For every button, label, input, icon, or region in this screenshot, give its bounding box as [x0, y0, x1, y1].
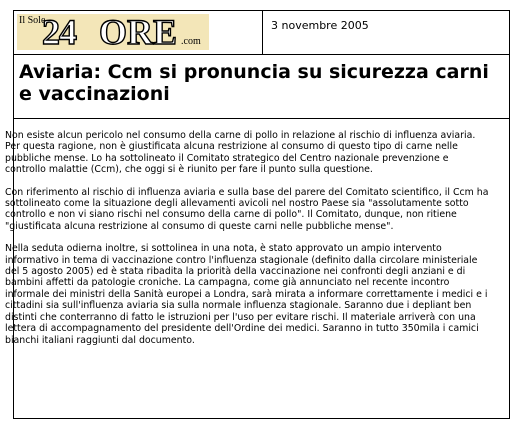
logo-suffix: .com: [181, 36, 201, 47]
logo-word: ORE: [99, 12, 178, 52]
logo-number: 24: [42, 12, 76, 52]
article-title: Aviaria: Ccm si pronuncia su sicurezza carni e vaccinazioni: [19, 61, 489, 105]
title-row: [14, 55, 509, 119]
article-paragraph: Nella seduta odierna inoltre, si sottolinea in una nota, è stato approvato un ampio intervento informativo in tema di vaccinazione contro l'influenza stagionale (definito dalla circolare ministeriale del 5 agosto 2005) ed è stata ribadita la priorità della vaccinazione nei confronti degli anziani e di bambini affetti da patologie croniche. La campagna, come già annunciato nel recente incontro informale dei ministri della Sanità europei a Londra, sarà mirata a informare correttamente i medici e i cittadini sia sull'influenza aviaria sia sulla normale influenza stagionale. Saranno due i depliant ben distinti che conterranno di fatto le istruzioni per l'uso per evitare rischi. Il materiale arriverà con una lettera di accompagnamento del presidente dell'Ordine dei medici. Saranno in tutto 350mila i camici bianchi italiani raggiunti dal documento.: [5, 243, 488, 346]
logo-top-text: Il Sole: [19, 15, 46, 26]
article-date: 3 novembre 2005: [271, 19, 369, 32]
article-body: [5, 130, 491, 357]
sole-24-ore-logo: [17, 14, 209, 50]
logo-cell: [14, 11, 263, 54]
article-paragraph: Con riferimento al rischio di influenza aviaria e sulla base del parere del Comitato scientifico, il Ccm ha sottolineato come la situazione degli allevamenti avicoli nel nostro Paese sia "assolutamente sotto controllo e non vi siano rischi nel consumo della carne di pollo". Il Comitato, dunque, non ritiene "giustificata alcuna restrizione al consumo di queste carni nelle pubbliche mense".: [5, 186, 489, 232]
article-paragraph: Non esiste alcun pericolo nel consumo della carne di pollo in relazione al rischio di influenza aviaria. Per questa ragione, non è giustificata alcuna restrizione al consumo di questo tipo di carne nelle pubbliche mense. Lo ha sottolineato il Comitato strategico del Centro nazionale prevenzione e controllo malattie (Ccm), che oggi si è riunito per fare il punto sulla questione.: [5, 130, 476, 176]
header-row: [14, 11, 509, 55]
